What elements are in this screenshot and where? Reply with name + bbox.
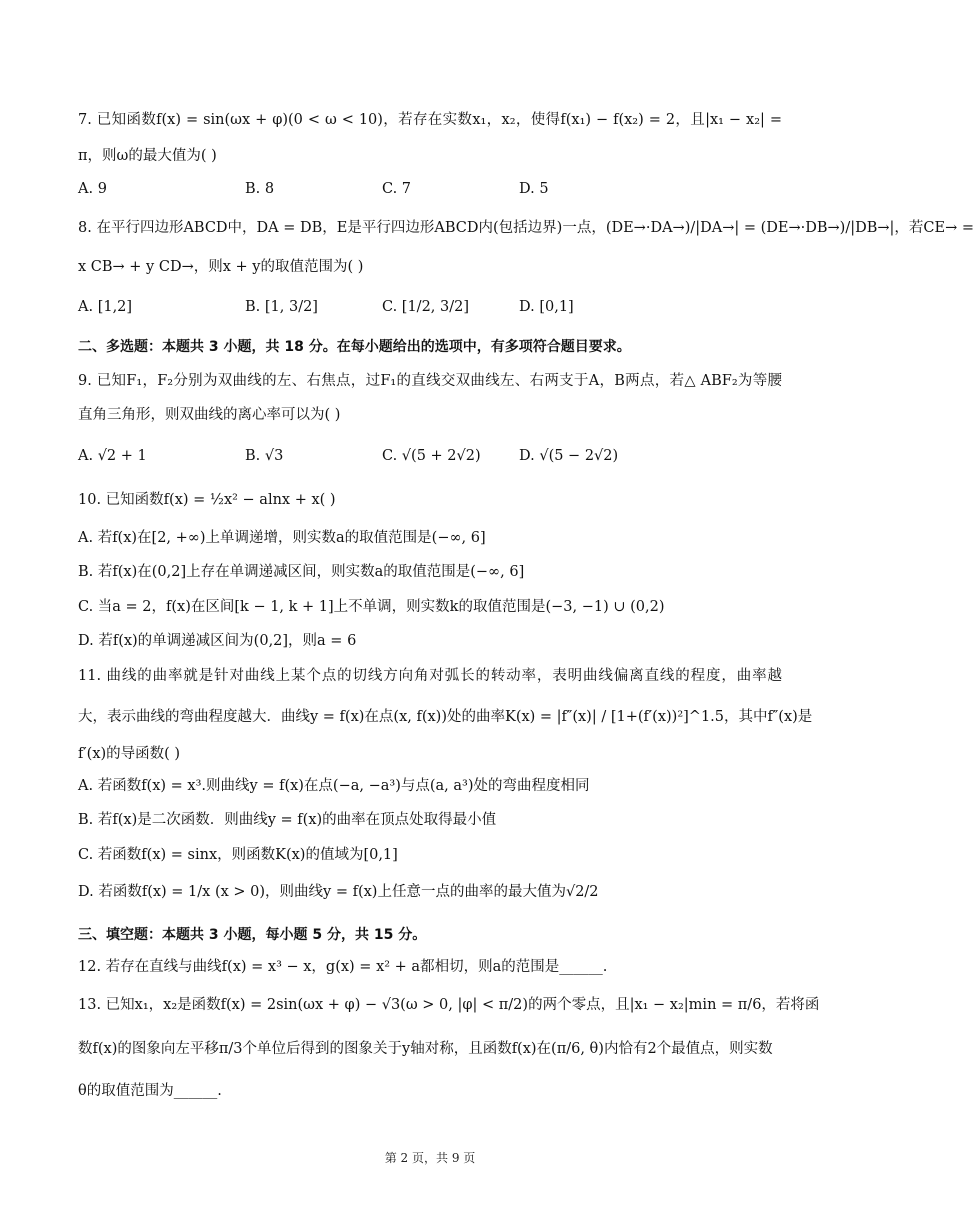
q10-option-c: C. 当a = 2，f(x)在区间[k − 1, k + 1]上不单调，则实数k的取值范围是(−3, −1) ∪ (0,2) [78,599,665,615]
q9-option-c: C. √(5 + 2√2) [382,448,481,464]
q8-line1: 8. 在平行四边形ABCD中，DA = DB，E是平行四边形ABCD内(包括边界)一点，(DE→·DA→)/|DA→| = (DE→·DB→)/|DB→|，若CE→ = [78,220,974,236]
q11-option-b: B. 若f(x)是二次函数．则曲线y = f(x)的曲率在顶点处取得最小值 [78,812,497,828]
q11-option-d: D. 若函数f(x) = 1/x (x > 0)，则曲线y = f(x)上任意一点的曲率的最大值为√2/2 [78,884,599,900]
q10-option-d: D. 若f(x)的单调递减区间为(0,2]，则a = 6 [78,633,357,649]
q9-options [78,446,782,466]
q7-option-b: B. 8 [245,181,275,197]
q11-option-a: A. 若函数f(x) = x³.则曲线y = f(x)在点(−a, −a³)与点(a, a³)处的弯曲程度相同 [78,778,590,794]
q7-option-d: D. 5 [519,181,549,197]
q9-line2: 直角三角形，则双曲线的离心率可以为( ) [78,407,341,423]
section-heading-fill-blank: 三、填空题：本题共 3 小题，每小题 5 分，共 15 分。 [78,927,427,943]
q10-option-b: B. 若f(x)在(0,2]上存在单调递减区间，则实数a的取值范围是(−∞, 6] [78,564,525,580]
q11-option-c: C. 若函数f(x) = sinx，则函数K(x)的值域为[0,1] [78,847,398,863]
q8-option-a: A. [1,2] [78,299,133,315]
q10-option-a: A. 若f(x)在[2, +∞)上单调递增，则实数a的取值范围是(−∞, 6] [78,530,486,546]
q9-option-d: D. √(5 − 2√2) [519,448,619,464]
section-heading-multiple-choice: 二、多选题：本题共 3 小题，共 18 分。在每小题给出的选项中，有多项符合题目要求。 [78,339,631,355]
q8-option-c: C. [1/2, 3/2] [382,299,469,315]
q8-option-b: B. [1, 3/2] [245,299,318,315]
q7-option-c: C. 7 [382,181,412,197]
q7-options [78,179,782,199]
q13-line3: θ的取值范围为______. [78,1083,222,1099]
q7-line1: 7. 已知函数f(x) = sin(ωx + φ)(0 < ω < 10)，若存在实数x₁，x₂，使得f(x₁) − f(x₂) = 2，且|x₁ − x₂| = [78,112,782,128]
q8-line2: x CB→ + y CD→，则x + y的取值范围为( ) [78,259,364,275]
q7-line2: π，则ω的最大值为( ) [78,148,217,164]
q9-line1: 9. 已知F₁，F₂分别为双曲线的左、右焦点，过F₁的直线交双曲线左、右两支于A，B两点，若△ ABF₂为等腰 [78,373,782,389]
q11-line2: 大，表示曲线的弯曲程度越大．曲线y = f(x)在点(x, f(x))处的曲率K(x) = |f″(x)| / [1+(f′(x))²]^1.5，其中f″(x)是 [78,709,813,725]
q8-option-d: D. [0,1] [519,299,574,315]
q8-options [78,297,782,317]
q12: 12. 若存在直线与曲线f(x) = x³ − x，g(x) = x² + a都相切，则a的范围是______. [78,959,608,975]
q11-line3: f′(x)的导函数( ) [78,746,181,762]
page-footer: 第 2 页，共 9 页 [384,1151,476,1165]
q11-line1: 11. 曲线的曲率就是针对曲线上某个点的切线方向角对弧长的转动率，表明曲线偏离直线的程度，曲率越 [78,668,782,684]
q9-option-a: A. √2 + 1 [78,448,147,464]
q13-line2: 数f(x)的图象向左平移π/3个单位后得到的图象关于y轴对称，且函数f(x)在(π/6, θ)内恰有2个最值点，则实数 [78,1041,773,1057]
exam-page [78,0,974,1216]
q7-option-a: A. 9 [78,181,107,197]
q9-option-b: B. √3 [245,448,284,464]
q13-line1: 13. 已知x₁，x₂是函数f(x) = 2sin(ωx + φ) − √3(ω > 0, |φ| < π/2)的两个零点，且|x₁ − x₂|min = π/6，若将函 [78,997,820,1013]
q10-stem: 10. 已知函数f(x) = ½x² − alnx + x( ) [78,492,336,508]
